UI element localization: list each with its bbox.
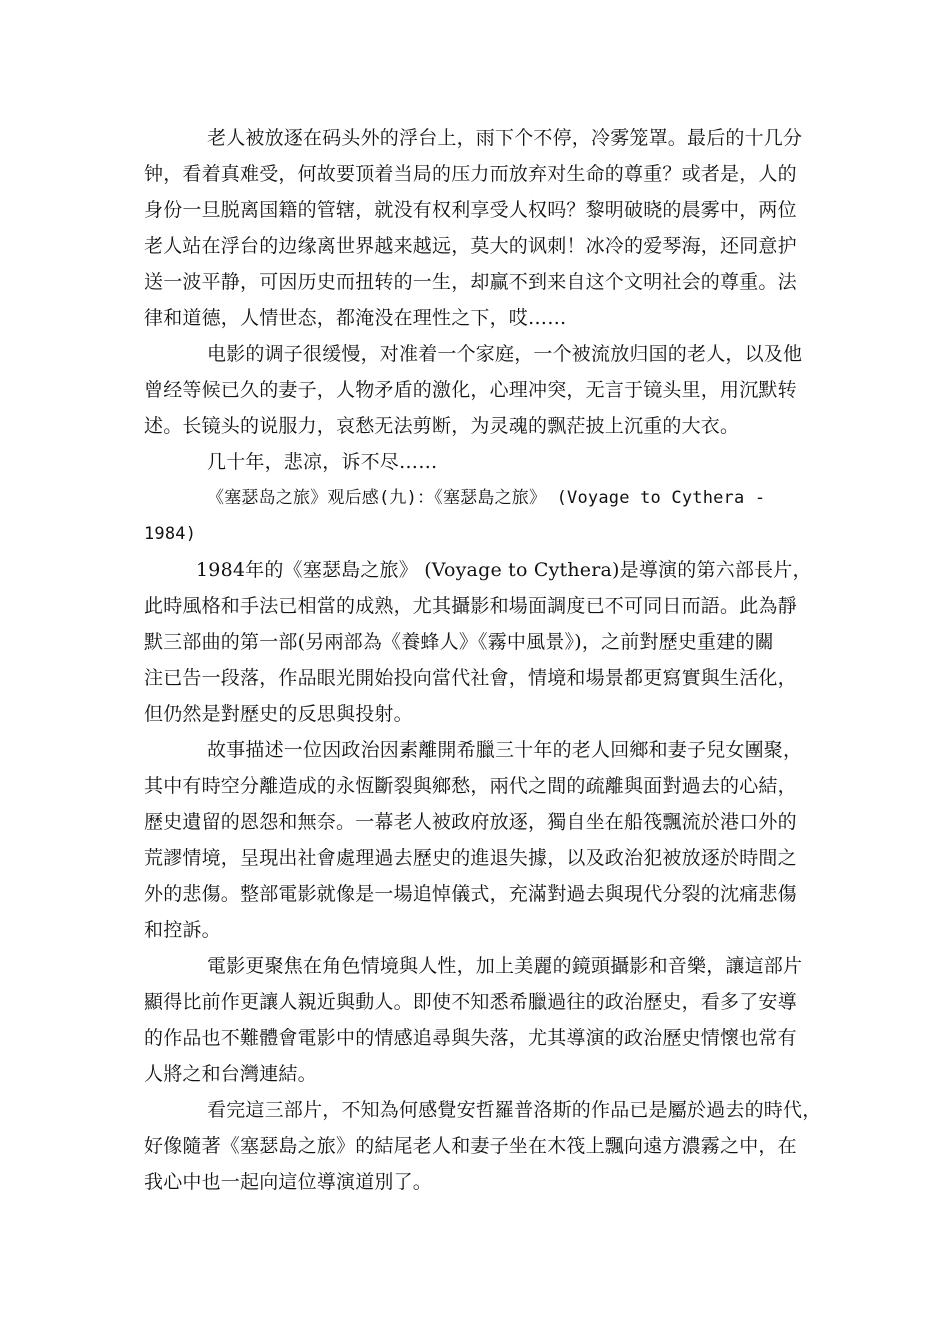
paragraph-line: 電影更聚焦在角色情境與人性，加上美麗的鏡頭攝影和音樂，讓這部片 — [207, 955, 803, 977]
paragraph-line: 钟，看着真难受，何故要顶着当局的压力而放弃对生命的尊重？或者是，人的 — [144, 163, 797, 185]
paragraph-line: 几十年，悲凉，诉不尽…… — [207, 451, 438, 473]
paragraph-line: 荒謬情境，呈現出社會處理過去歷史的進退失據，以及政治犯被放逐於時間之 — [144, 847, 797, 869]
paragraph-line: 电影的调子很缓慢，对准着一个家庭，一个被流放归国的老人，以及他 — [207, 343, 803, 365]
paragraph-line: 顯得比前作更讓人親近與動人。即使不知悉希臘過往的政治歷史，看多了安導 — [144, 991, 797, 1013]
paragraph-line: 老人站在浮台的边缘离世界越来越远，莫大的讽刺！冰冷的爱琴海，还同意护 — [144, 235, 797, 257]
section-title: 《塞瑟岛之旅》观后感(九)：《塞瑟島之旅》 (Voyage to Cythera - — [207, 488, 766, 508]
paragraph-line: 看完這三部片，不知為何感覺安哲羅普洛斯的作品已是屬於過去的時代， — [207, 1099, 822, 1121]
paragraph-line: 默三部曲的第一部(另兩部為《養蜂人》《霧中風景》)，之前對歷史重建的關 — [144, 631, 774, 653]
paragraph-line: 此時風格和手法已相當的成熟，尤其攝影和場面調度已不可同日而語。此為靜 — [144, 595, 797, 617]
paragraph-line: 好像隨著《塞瑟島之旅》的結尾老人和妻子坐在木筏上飄向遠方濃霧之中，在 — [144, 1135, 797, 1157]
paragraph-line: 注已告一段落，作品眼光開始投向當代社會，情境和場景都更寫實與生活化， — [144, 667, 797, 689]
section-title: 1984) — [144, 524, 197, 544]
paragraph-line: 但仍然是對歷史的反思與投射。 — [144, 703, 413, 725]
paragraph-line: 的作品也不難體會電影中的情感追尋與失落，尤其導演的政治歷史情懷也常有 — [144, 1027, 797, 1049]
paragraph-line: 律和道德，人情世态，都淹没在理性之下，哎…… — [144, 307, 567, 329]
paragraph-line: 曾经等候已久的妻子，人物矛盾的激化，心理冲突，无言于镜头里，用沉默转 — [144, 379, 797, 401]
paragraph-line: 其中有時空分離造成的永恆斷裂與鄉愁，兩代之間的疏離與面對過去的心結， — [144, 775, 797, 797]
paragraph-line: 歷史遺留的恩怨和無奈。一幕老人被政府放逐，獨自坐在船筏飄流於港口外的 — [144, 811, 797, 833]
paragraph-line: 故事描述一位因政治因素離開希臘三十年的老人回鄉和妻子兒女團聚， — [207, 739, 803, 761]
paragraph-line: 述。长镜头的说服力，哀愁无法剪断，为灵魂的飘茫披上沉重的大衣。 — [144, 415, 740, 437]
paragraph-line: 送一波平静，可因历史而扭转的一生，却赢不到来自这个文明社会的尊重。法 — [144, 271, 797, 293]
paragraph-line: 1984年的《塞瑟島之旅》 (Voyage to Cythera)是導演的第六部長片， — [196, 559, 812, 581]
paragraph-line: 我心中也一起向這位導演道別了。 — [144, 1171, 433, 1193]
paragraph-line: 人將之和台灣連結。 — [144, 1063, 317, 1085]
paragraph-line: 外的悲傷。整部電影就像是一場追悼儀式，充滿對過去與現代分裂的沈痛悲傷 — [144, 883, 797, 905]
paragraph-line: 老人被放逐在码头外的浮台上，雨下个不停，冷雾笼罩。最后的十几分 — [207, 127, 803, 149]
paragraph-line: 身份一旦脱离国籍的管辖，就没有权利享受人权吗？黎明破晓的晨雾中，两位 — [144, 199, 797, 221]
paragraph-line: 和控訴。 — [144, 919, 221, 941]
